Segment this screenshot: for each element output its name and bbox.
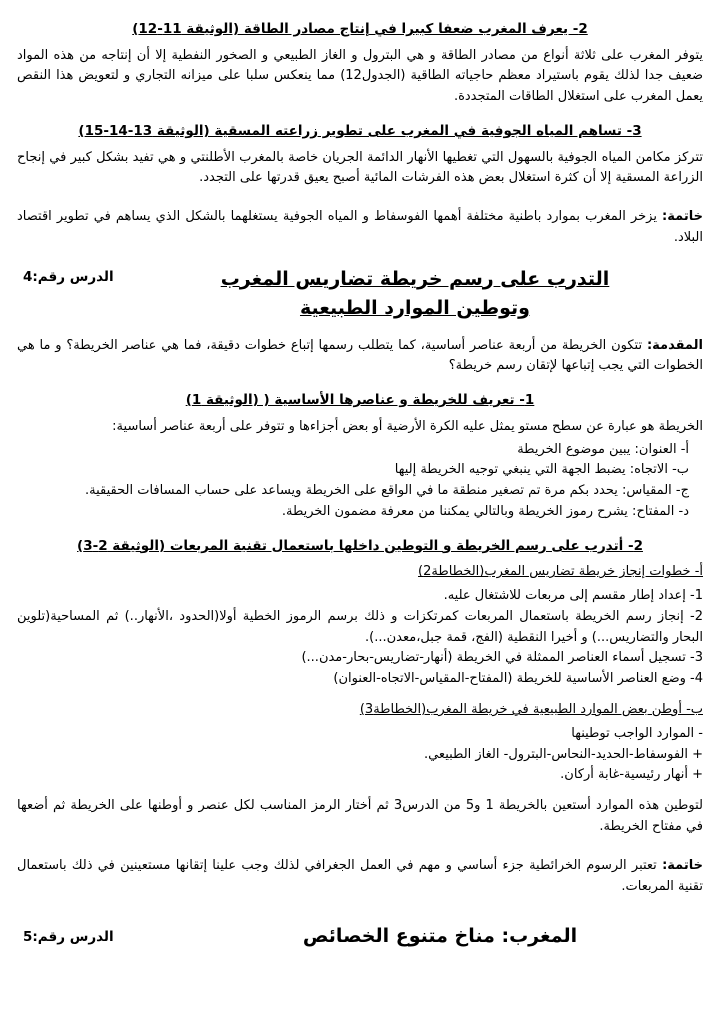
map-training-heading: 2- أتدرب على رسم الخريطة و التوطين داخلها باستعمال تقنية المربعات (الوثيقة 2-3) bbox=[77, 537, 643, 554]
resource-item: - الموارد الواجب توطينها bbox=[571, 725, 703, 741]
lesson3-conclusion bbox=[17, 207, 703, 249]
lesson4-header bbox=[17, 265, 703, 324]
lesson5-title: المغرب: مناخ متنوع الخصائص bbox=[302, 925, 578, 948]
resource-locating-paragraph: لتوطين هذه الموارد أستعين بالخريطة 1 و5 من الدرس3 ثم أختار الرمز المناسب لكل عنصر و أوطنها على الخريطة ثم أضعها في مفتاح الخريطة. bbox=[17, 798, 703, 835]
map-step-item: 4- وضع العناصر الأساسية للخريطة (المفتاح-المقياس-الاتجاه-العنوان) bbox=[333, 671, 703, 687]
energy-section-paragraph: يتوفر المغرب على ثلاثة أنواع من مصادر الطاقة و هي البترول و الغاز الطبيعي و الصخور النفطية إلا أن إنتاجه من هذه المواد ضعيف جدا لذلك يقوم باستيراد معظم حاجياته الطاقية (الجدول12) مما ينعكس سلبا على ميزانه التجاري و لتعويض هذا النقص يعمل المغرب على استغلال الطاقات المتجددة. bbox=[17, 47, 703, 105]
lesson4-title-line1: التدرب على رسم خريطة تضاريس المغرب bbox=[220, 267, 610, 290]
map-step-item: 1- إعداد إطار مقسم إلى مربعات للاشتغال عليه. bbox=[443, 588, 703, 604]
map-definition-lead: الخريطة هو عبارة عن سطح مستو يمثل عليه الكرة الأرضية أو بعض أجزاءها و تتوفر على أربعة عناصر أساسية: bbox=[112, 418, 703, 434]
resources-list bbox=[17, 724, 703, 786]
map-elements-list bbox=[17, 440, 703, 523]
map-element-item: ب- الاتجاه: يضبط الجهة التي ينبغي توجيه الخريطة إليها bbox=[394, 462, 689, 478]
lesson5-header bbox=[17, 925, 703, 947]
resource-item: + الفوسفاط-الحديد-النحاس-البترول- الغاز الطبيعي. bbox=[423, 746, 703, 762]
lesson4-conclusion-label: خاتمة: bbox=[662, 857, 703, 873]
groundwater-section-paragraph: تتركز مكامن المياه الجوفية بالسهول التي تغطيها الأنهار الدائمة الجريان خاصة بالمغرب الأطلنتي و هي تفيد بشكل كبير في إنجاح الزراعة المسقية إلا أن كثرة استغلال بعض هذه الفرشات المائية أصبح يعيق قدرتها على التجدد. bbox=[17, 149, 703, 186]
lesson3-conclusion-text: يزخر المغرب بموارد باطنية مختلفة أهمها الفوسفاط و المياه الجوفية يستغلهما بالشكل الذي يساهم في تطوير اقتصاد البلاد. bbox=[17, 209, 703, 245]
map-step-item: 3- تسجيل أسماء العناصر الممثلة في الخريطة (أنهار-تضاريس-بحار-مدن...) bbox=[301, 650, 703, 666]
map-steps-heading: أ- خطوات إنجاز خريطة تضاريس المغرب(الخطاطة2) bbox=[418, 564, 703, 580]
map-element-item: أ- العنوان: يبين موضوع الخريطة bbox=[517, 441, 689, 457]
groundwater-section-heading: 3- تساهم المياه الجوفية في المغرب على تطوير زراعته المسقية (الوثيقة 13-14-15) bbox=[78, 122, 642, 139]
map-step-item: 2- إنجاز رسم الخريطة باستعمال المربعات كمرتكزات و ذلك برسم الرموز الخطية أولا(الحدود ،الأنهار..) ثم المساحية(تلوين البحار والتضاريس...) و أخيرا النقطية (الفج، قمة جبل،معدن...). bbox=[17, 608, 703, 645]
lesson3-conclusion-label: خاتمة: bbox=[662, 209, 703, 225]
lesson4-number-label: الدرس رقم:4 bbox=[23, 268, 114, 285]
map-definition-heading: 1- تعريف للخريطة و عناصرها الأساسية ( (الوثيقة 1) bbox=[185, 392, 535, 409]
lesson4-conclusion-text: تعتبر الرسوم الخرائطية جزء أساسي و مهم في العمل الجغرافي لذلك وجب علينا إتقانها مستعينين في ذلك باستعمال تقنية المربعات. bbox=[17, 857, 703, 894]
lesson4-introduction-label: المقدمة: bbox=[646, 337, 703, 353]
map-element-item: د- المفتاح: يشرح رموز الخريطة وبالتالي يمكننا من معرفة مضمون الخريطة. bbox=[281, 503, 689, 519]
lesson5-number-label: الدرس رقم:5 bbox=[23, 929, 114, 946]
map-steps-list bbox=[17, 586, 703, 690]
lesson4-title-line2: وتوطين الموارد الطبيعية bbox=[299, 297, 530, 320]
map-element-item: ج- المقياس: يحدد بكم مرة تم تصغير منطقة ما في الواقع على الخريطة ويساعد على حساب المسافات الحقيقية. bbox=[85, 483, 689, 499]
resource-locating-heading: ب- أوطن بعض الموارد الطبيعية في خريطة المغرب(الخطاطة3) bbox=[359, 702, 703, 718]
lesson4-introduction-text: تتكون الخريطة من أربعة عناصر أساسية، كما يتطلب رسمها إتباع خطوات دقيقة، فما هي عناصر الخريطة؟ و ما هي الخطوات التي يجب إتباعها لإتقان رسم خريطة؟ bbox=[17, 337, 703, 374]
lesson4-introduction bbox=[17, 336, 703, 378]
resource-item: + أنهار رئيسية-غابة أركان. bbox=[560, 767, 703, 783]
energy-section-heading: 2- يعرف المغرب ضعفا كبيرا في إنتاج مصادر الطاقة (الوثيقة 11-12) bbox=[132, 21, 588, 37]
lesson4-conclusion bbox=[17, 856, 703, 898]
lesson4-title bbox=[221, 265, 610, 324]
